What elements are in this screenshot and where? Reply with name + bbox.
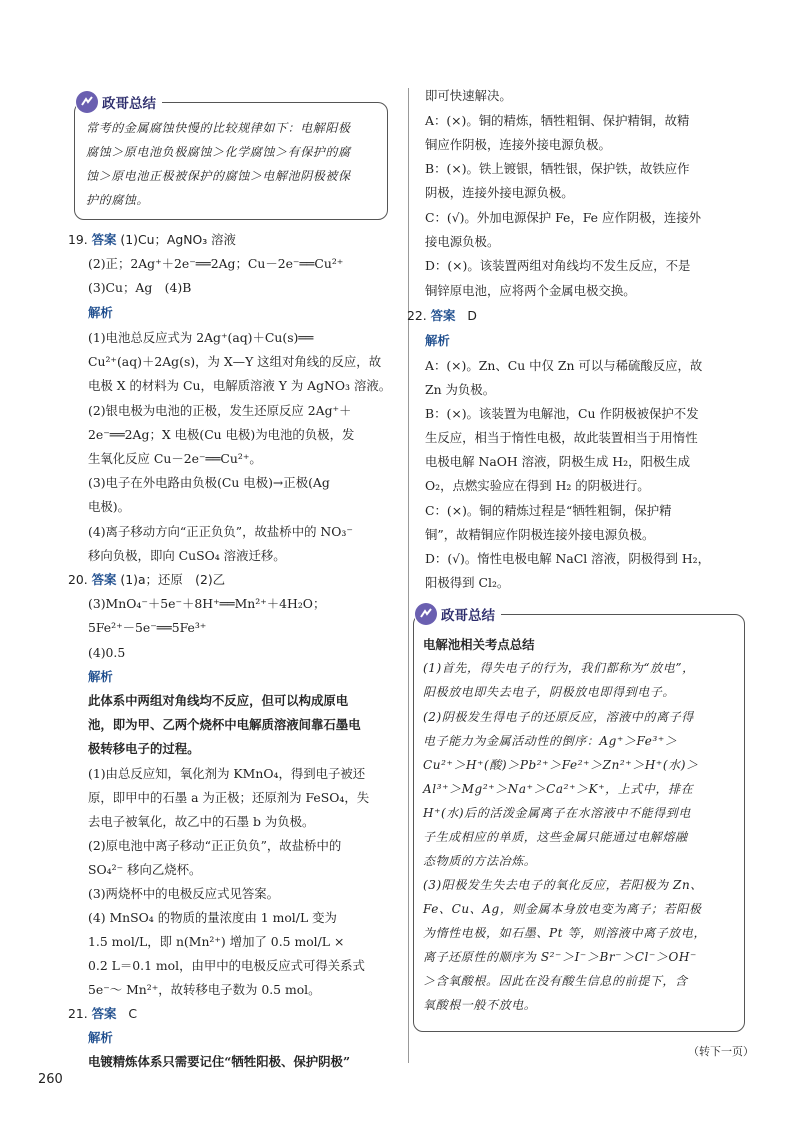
- q20-jiexi-line: (1)由总反应知，氧化剂为 KMnO₄，得到电子被还: [88, 766, 366, 781]
- summary2-line: (2)阴极发生得电子的还原反应，溶液中的离子得: [423, 710, 694, 724]
- q21-jiexi-line: 铜应作阴极，连接外接电源负极。: [425, 137, 611, 152]
- summary2-line: Al³⁺＞Mg²⁺＞Na⁺＞Ca²⁺＞K⁺，上式中，排在: [423, 782, 694, 796]
- summary-label-2: 政哥总结: [441, 608, 495, 624]
- summary2-line: 为惰性电极，如石墨、Pt 等，则溶液中离子放电，: [423, 926, 707, 940]
- q19-jiexi-line: (2)银电极为电池的正极，发生还原反应 2Ag⁺＋: [88, 403, 352, 418]
- summary2-line: Cu²⁺＞H⁺(酸)＞Pb²⁺＞Fe²⁺＞Zn²⁺＞H⁺(水)＞: [423, 758, 699, 772]
- summary-badge-2: [415, 602, 501, 626]
- q22-jiexi-line: 生反应，相当于惰性电极，故此装置相当于用惰性: [425, 430, 698, 445]
- q19-jiexi-line: 电极 X 的材料为 Cu，电解质溶液 Y 为 AgNO₃ 溶液。: [88, 378, 392, 393]
- summary2-line: 阳极放电即失去电子，阴极放电即得到电子。: [423, 685, 676, 699]
- summary2-line: 子生成相应的单质，这些金属只能通过电解熔融: [423, 830, 688, 844]
- summary2-line: 氧酸根一般不放电。: [423, 998, 537, 1012]
- q20-jiexi-line: 5e⁻～ Mn²⁺，故转移电子数为 0.5 mol。: [88, 982, 321, 997]
- q20-answer-line: (4)0.5: [88, 645, 126, 660]
- summary2-line: (1)首先，得失电子的行为，我们都称为“放电”，: [423, 661, 695, 675]
- summary1-line: 蚀＞原电池正极被保护的腐蚀＞电解池阴极被保: [86, 169, 351, 183]
- q20-jiexi-line: SO₄²⁻ 移向乙烧杯。: [88, 862, 202, 877]
- summary-label-1: 政哥总结: [102, 96, 156, 112]
- q20-jiexi-line: 原，即甲中的石墨 a 为正极；还原剂为 FeSO₄，失: [88, 790, 370, 805]
- page-number: 260: [38, 1072, 63, 1087]
- q19-answer-line: (2)正；2Ag⁺＋2e⁻══2Ag；Cu－2e⁻══Cu²⁺: [88, 256, 344, 271]
- q22-answer: D: [467, 308, 477, 323]
- q21-jiexi-line: A：(×)。铜的精炼，牺牲粗铜、保护精铜，故精: [425, 113, 690, 128]
- q20-number: 20.: [68, 572, 88, 587]
- q19-answer-line: (1)Cu；AgNO₃ 溶液: [120, 232, 236, 247]
- summary-logo-icon: [76, 91, 98, 113]
- q19-answer-label: 答案: [91, 232, 117, 247]
- q19-jiexi-line: 生氧化反应 Cu－2e⁻══Cu²⁺。: [88, 451, 262, 466]
- q22-answer-label: 答案: [430, 308, 456, 323]
- q20-answer-line: (3)MnO₄⁻＋5e⁻＋8H⁺══Mn²⁺＋4H₂O；: [88, 596, 326, 611]
- q22-jiexi-line: A：(×)。Zn、Cu 中仅 Zn 可以与稀硫酸反应，故: [425, 358, 703, 373]
- q20-heading: [68, 572, 225, 588]
- q22-jiexi-line: 铜”，故精铜应作阴极连接外接电源负极。: [425, 527, 655, 542]
- summary-badge-1: [76, 90, 162, 114]
- q21-jiexi-line: 阴极，连接外接电源负极。: [425, 185, 574, 200]
- summary2-line: H⁺(水)后的活泼金属离子在水溶液中不能得到电: [423, 806, 691, 820]
- summary2-title: 电解池相关考点总结: [423, 637, 535, 652]
- summary2-line: 态物质的方法冶炼。: [423, 854, 537, 868]
- q20-jiexi-line: 去电子被氧化，故乙中的石墨 b 为负极。: [88, 814, 315, 829]
- q20-jiexi-line: (2)原电池中离子移动“正正负负”，故盐桥中的: [88, 838, 342, 853]
- summary1-line: 护的腐蚀。: [86, 193, 150, 207]
- q21-jiexi-line: 电镀精炼体系只需要记住“牺牲阳极、保护阴极”: [88, 1054, 351, 1069]
- q22-jiexi-line: 阳极得到 Cl₂。: [425, 575, 510, 590]
- q22-jiexi-line: C：(×)。铜的精炼过程是“牺牲粗铜，保护精: [425, 503, 672, 518]
- q21-jiexi-line: D：(×)。该装置两组对角线均不发生反应，不是: [425, 258, 691, 273]
- q21-heading: [68, 1006, 137, 1022]
- summary-logo-icon: [415, 603, 437, 625]
- q19-jiexi-line: 2e⁻══2Ag；X 电极(Cu 电极)为电池的负极，发: [88, 427, 355, 442]
- q20-jiexi-line: 1.5 mol/L，即 n(Mn²⁺) 增加了 0.5 mol/L ×: [88, 934, 345, 949]
- q21-jiexi-line: 即可快速解决。: [425, 88, 512, 103]
- continue-label: （转下一页）: [688, 1045, 754, 1058]
- q22-jiexi-line: O₂，点燃实验应在得到 H₂ 的阴极进行。: [425, 478, 650, 493]
- q21-number: 21.: [68, 1006, 88, 1021]
- q20-jiexi-line: 极转移电子的过程。: [88, 741, 200, 756]
- q21-jiexi-line: B：(×)。铁上镀银，牺牲银，保护铁，故铁应作: [425, 161, 690, 176]
- q21-answer: C: [128, 1006, 138, 1021]
- column-divider: [408, 88, 409, 1063]
- q21-jiexi-label: 解析: [88, 1030, 113, 1045]
- q22-jiexi-line: D：(√)。惰性电极电解 NaCl 溶液，阴极得到 H₂，: [425, 551, 711, 566]
- q22-jiexi-line: Zn 为负极。: [425, 382, 496, 397]
- q22-heading: [407, 308, 477, 324]
- summary2-line: Fe、Cu、Ag，则金属本身放电变为离子；若阳极: [423, 902, 702, 916]
- q19-heading: [68, 232, 236, 248]
- summary1-line: 腐蚀＞原电池负极腐蚀＞化学腐蚀＞有保护的腐: [86, 145, 351, 159]
- q19-jiexi-label: 解析: [88, 305, 113, 320]
- q22-jiexi-line: 电极电解 NaOH 溶液，阴极生成 H₂，阳极生成: [425, 454, 691, 469]
- q20-jiexi-line: 0.2 L＝0.1 mol，由甲中的电极反应式可得关系式: [88, 958, 365, 973]
- q21-jiexi-line: 铜锌原电池，应将两个金属电极交换。: [425, 283, 636, 298]
- q22-number: 22.: [407, 308, 427, 323]
- q19-number: 19.: [68, 232, 88, 247]
- q21-jiexi-line: 接电源负极。: [425, 234, 500, 249]
- q20-jiexi-line: (3)两烧杯中的电极反应式见答案。: [88, 886, 280, 901]
- q20-jiexi-line: 此体系中两组对角线均不反应，但可以构成原电: [88, 693, 349, 708]
- q19-jiexi-line: (3)电子在外电路由负极(Cu 电极)→正极(Ag: [88, 475, 330, 490]
- q22-jiexi-label: 解析: [425, 333, 450, 348]
- q21-jiexi-line: C：(√)。外加电源保护 Fe，Fe 应作阴极，连接外: [425, 210, 702, 225]
- q20-answer-line: (1)a；还原 (2)乙: [120, 572, 226, 587]
- q19-jiexi-line: (4)离子移动方向“正正负负”，故盐桥中的 NO₃⁻: [88, 524, 353, 539]
- summary1-line: 常考的金属腐蚀快慢的比较规律如下：电解阳极: [86, 121, 351, 135]
- q20-jiexi-label: 解析: [88, 669, 113, 684]
- q20-answer-line: 5Fe²⁺－5e⁻══5Fe³⁺: [88, 620, 207, 635]
- q20-answer-label: 答案: [91, 572, 117, 587]
- q19-jiexi-line: 电极)。: [88, 499, 131, 514]
- q19-jiexi-line: Cu²⁺(aq)＋2Ag(s)，为 X—Y 这组对角线的反应，故: [88, 354, 382, 369]
- q20-jiexi-line: 池，即为甲、乙两个烧杯中电解质溶液间靠石墨电: [88, 717, 361, 732]
- q22-jiexi-line: B：(×)。该装置为电解池，Cu 作阴极被保护不发: [425, 406, 699, 421]
- q20-jiexi-line: (4) MnSO₄ 的物质的量浓度由 1 mol/L 变为: [88, 910, 337, 925]
- summary2-line: 电子能力为金属活动性的倒序：Ag⁺＞Fe³⁺＞: [423, 734, 678, 748]
- summary2-line: (3)阳极发生失去电子的氧化反应，若阳极为 Zn、: [423, 878, 703, 892]
- q19-jiexi-line: 移向负极，即向 CuSO₄ 溶液迁移。: [88, 548, 286, 563]
- summary2-line: 离子还原性的顺序为 S²⁻＞I⁻＞Br⁻＞Cl⁻＞OH⁻: [423, 950, 697, 964]
- q19-answer-line: (3)Cu；Ag (4)B: [88, 280, 192, 295]
- summary2-line: ＞含氧酸根。因此在没有酸生信息的前提下，含: [423, 974, 688, 988]
- q21-answer-label: 答案: [91, 1006, 117, 1021]
- q19-jiexi-line: (1)电池总反应式为 2Ag⁺(aq)＋Cu(s)══: [88, 330, 314, 345]
